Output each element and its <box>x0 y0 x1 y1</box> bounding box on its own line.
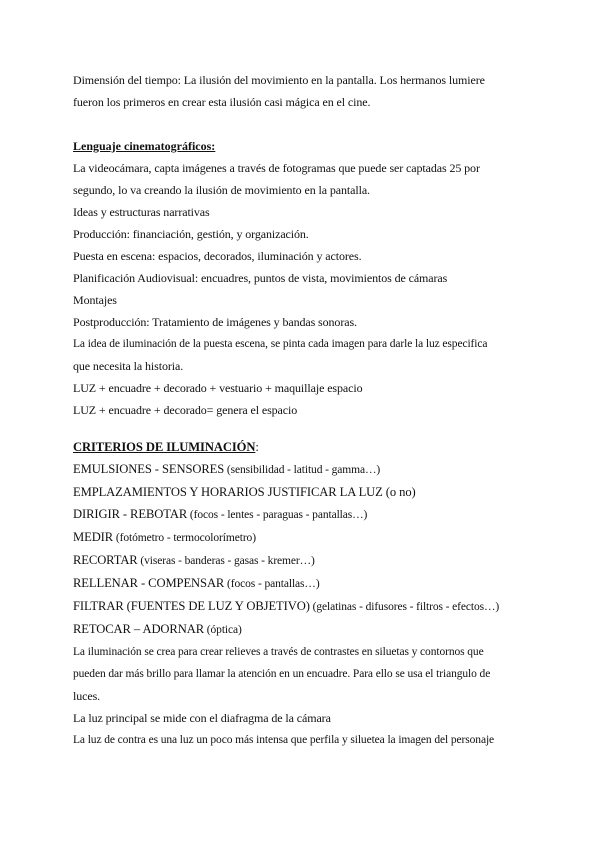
criterion-note: (viseras - banderas - gasas - kremer…) <box>137 555 315 567</box>
section1-line: Ideas y estructuras narrativas <box>73 205 210 219</box>
criterion-main: FILTRAR (FUENTES DE LUZ Y OBJETIVO) <box>73 599 310 613</box>
section2-line: La luz principal se mide con el diafragma de la cámara <box>73 711 331 725</box>
section2-line: La luz de contra es una luz un poco más intensa que perfila y siluetea la imagen del personaje <box>73 734 495 746</box>
criterion-main: RETOCAR – ADORNAR <box>73 622 205 636</box>
criterion-item <box>73 572 523 595</box>
heading-colon: : <box>255 440 259 454</box>
criterion-note: (gelatinas - difusores - filtros - efectos…) <box>309 601 500 613</box>
criterion-main: DIRIGIR - REBOTAR <box>73 507 188 521</box>
criterion-main: RELLENAR - COMPENSAR <box>73 576 225 590</box>
section2-line: luces. <box>73 689 101 703</box>
criterion-item <box>73 503 523 526</box>
criterion-item <box>73 526 523 549</box>
section1-line: segundo, lo va creando la ilusión de movimiento en la pantalla. <box>73 183 370 197</box>
criterion-main: RECORTAR <box>73 553 138 567</box>
criterion-main: EMPLAZAMIENTOS Y HORARIOS JUSTIFICAR LA LUZ <box>73 485 383 499</box>
criterion-item <box>73 618 523 641</box>
section1-line: LUZ + encuadre + decorado= genera el espacio <box>73 403 298 417</box>
section1-line: La videocámara, capta imágenes a través de fotogramas que puede ser captadas 25 por <box>73 161 480 175</box>
section1-line: Postproducción: Tratamiento de imágenes y bandas sonoras. <box>73 315 357 329</box>
criterion-item <box>73 595 523 618</box>
criterion-item <box>73 549 523 572</box>
criterion-item <box>73 481 523 503</box>
section2-line: La iluminación se crea para crear relieves a través de contrastes en siluetas y contornos que <box>73 646 484 658</box>
intro-line-1: Dimensión del tiempo: La ilusión del movimiento en la pantalla. Los hermanos lumiere <box>73 73 485 87</box>
section1-line: La idea de iluminación de la puesta escena, se pinta cada imagen para darle la luz especifica <box>73 338 488 350</box>
section1-line: Montajes <box>73 293 117 307</box>
criterion-main: EMULSIONES - SENSORES <box>73 462 225 476</box>
criterion-note: (óptica) <box>204 624 242 636</box>
section1-line: LUZ + encuadre + decorado + vestuario + maquillaje espacio <box>73 381 363 395</box>
criterion-note: (sensibilidad - latitud - gamma…) <box>224 464 381 476</box>
section1-line: que necesita la historia. <box>73 359 184 373</box>
section-heading-criterios: CRITERIOS DE ILUMINACIÓN <box>73 440 256 454</box>
criterion-note: (o no) <box>382 485 416 499</box>
section1-line: Producción: financiación, gestión, y organización. <box>73 227 309 241</box>
criterion-note: (focos - lentes - paraguas - pantallas…) <box>187 509 368 521</box>
section1-line: Puesta en escena: espacios, decorados, iluminación y actores. <box>73 249 362 263</box>
criterion-note: (focos - pantallas…) <box>224 578 320 590</box>
spacer <box>73 113 523 135</box>
section-heading-lenguaje: Lenguaje cinematográficos: <box>73 139 216 153</box>
criterion-note: (fotómetro - termocolorímetro) <box>113 532 256 544</box>
document-body <box>73 69 523 751</box>
criterion-item <box>73 458 523 481</box>
section1-line: Planificación Audiovisual: encuadres, puntos de vista, movimientos de cámaras <box>73 271 448 285</box>
section-heading-criterios-row <box>73 436 523 458</box>
intro-line-2: fueron los primeros en crear esta ilusión casi mágica en el cine. <box>73 95 371 109</box>
section2-line: pueden dar más brillo para llamar la atención en un encuadre. Para ello se usa el triangulo de <box>73 668 491 680</box>
spacer <box>73 421 523 436</box>
criterion-main: MEDIR <box>73 530 114 544</box>
